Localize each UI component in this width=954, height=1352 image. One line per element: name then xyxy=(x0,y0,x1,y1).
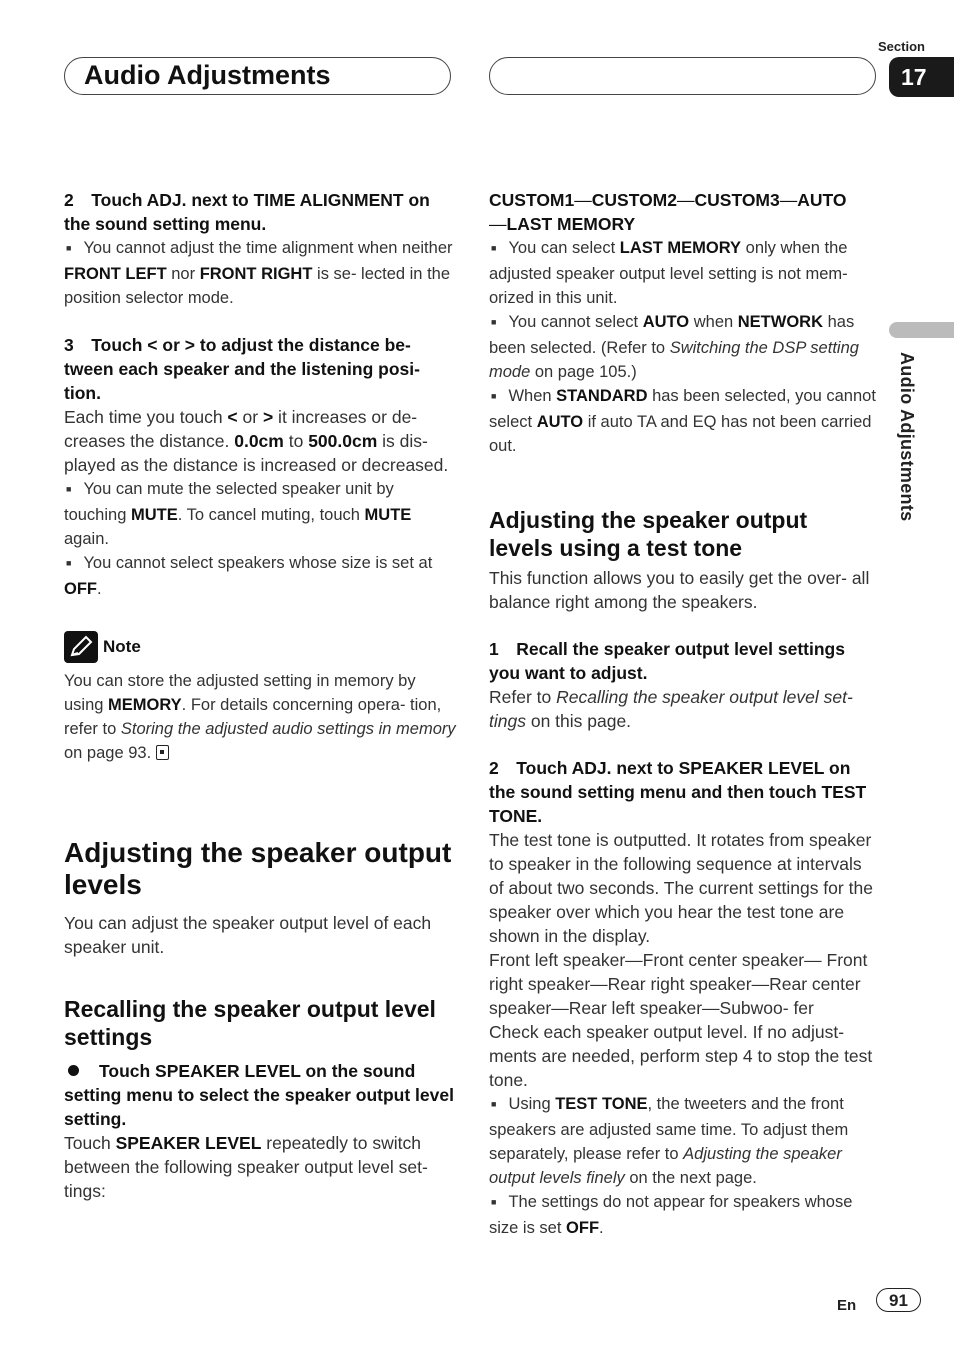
h1-body: You can adjust the speaker output level of each speaker unit. xyxy=(64,913,432,957)
bullet-size-off: ■ The settings do not appear for speakers whose size is set OFF. xyxy=(489,1190,877,1240)
bullet-off: ■ You cannot select speakers whose size is set at OFF. xyxy=(64,551,456,601)
dot-step: Touch SPEAKER LEVEL on the sound setting menu to select the speaker output level setting. xyxy=(64,1061,454,1129)
bullet-mute: ■ You can mute the selected speaker unit by touching MUTE. To cancel muting, touch MUTE again. xyxy=(64,477,456,551)
step-2-body-3: Check each speaker output level. If no adjust- ments are needed, perform step 4 to stop the test tone. xyxy=(489,1022,873,1090)
side-tab-label: Audio Adjustments xyxy=(897,352,917,522)
step-1-body: Refer to Recalling the speaker output level set- tings on this page. xyxy=(489,687,853,731)
step-2-body-1: The test tone is outputted. It rotates from speaker to speaker in the following sequence at intervals of about two seconds. The current settings for the speaker over which you hear the test tone are shown in the display. xyxy=(489,830,873,946)
step-3-distance: 3 Touch < or > to adjust the distance be- tween each speaker and the listening posi- tion. xyxy=(64,335,420,403)
side-tab-marker xyxy=(889,322,954,338)
page-title: Audio Adjustments xyxy=(84,60,331,90)
right-column xyxy=(489,188,877,1240)
right-arrow-icon: > xyxy=(184,335,195,355)
step-2-speaker-level: 2 Touch ADJ. next to SPEAKER LEVEL on the sound setting menu and then touch TEST TONE. xyxy=(489,758,867,826)
dot-step-body: Touch SPEAKER LEVEL repeatedly to switch between the following speaker output level set- tings: xyxy=(64,1133,428,1201)
step-3-body: Each time you touch < or > it increases or de- creases the distance. 0.0cm to 500.0cm is dis- played as the distance is increased or decreased. xyxy=(64,407,449,475)
step-2-body-2: Front left speaker—Front center speaker— Front right speaker—Rear right speaker—Rear center speaker—Rear left speaker—Subwoo- fer xyxy=(489,950,868,1018)
step-1-recall: 1 Recall the speaker output level settings you want to adjust. xyxy=(489,639,845,683)
test-tone-intro: This function allows you to easily get the over- all balance right among the speakers. xyxy=(489,568,870,612)
left-arrow-icon: < xyxy=(227,407,238,427)
page-number: 91 xyxy=(876,1288,921,1312)
level-sequence: CUSTOM1—CUSTOM2—CUSTOM3—AUTO —LAST MEMORY xyxy=(489,190,847,234)
right-arrow-icon: > xyxy=(262,407,274,427)
note-heading: Note xyxy=(64,631,456,663)
heading-test-tone: Adjusting the speaker output levels using a test tone xyxy=(489,507,808,561)
section-number: 17 xyxy=(889,57,954,97)
note-pencil-icon xyxy=(64,631,98,663)
left-arrow-icon: < xyxy=(147,335,158,355)
bullet-standard: ■ When STANDARD has been selected, you cannot select AUTO if auto TA and EQ has not been carried out. xyxy=(489,384,877,458)
note-body: You can store the adjusted setting in memory by using MEMORY. For details concerning opera- tion, refer to Storing the adjusted audio settings in memory on page 93. xyxy=(64,672,456,762)
bullet-dot-icon xyxy=(68,1065,79,1076)
heading-adjusting-speaker-output-levels: Adjusting the speaker output levels xyxy=(64,837,452,900)
end-mark-icon xyxy=(156,745,169,760)
bullet-auto-network: ■ You cannot select AUTO when NETWORK has been selected. (Refer to Switching the DSP setting mode on page 105.) xyxy=(489,310,877,384)
bullet-time-alignment: ■ You cannot adjust the time alignment when neither FRONT LEFT nor FRONT RIGHT is se- lected in the position selector mode. xyxy=(64,236,456,310)
left-column xyxy=(64,188,456,1203)
bullet-test-tone: ■ Using TEST TONE, the tweeters and the front speakers are adjusted same time. To adjust them separately, please refer to Adjusting the speaker output levels finely on the next page. xyxy=(489,1092,877,1190)
heading-recalling-settings: Recalling the speaker output level settings xyxy=(64,996,436,1050)
section-label: Section xyxy=(878,39,925,54)
bullet-last-memory: ■ You can select LAST MEMORY only when the adjusted speaker output level setting is not mem- orized in this unit. xyxy=(489,236,877,310)
step-2-time-alignment: 2 Touch ADJ. next to TIME ALIGNMENT on the sound setting menu. xyxy=(64,190,430,234)
footer-language: En xyxy=(837,1297,857,1314)
header-right-frame xyxy=(489,57,876,95)
